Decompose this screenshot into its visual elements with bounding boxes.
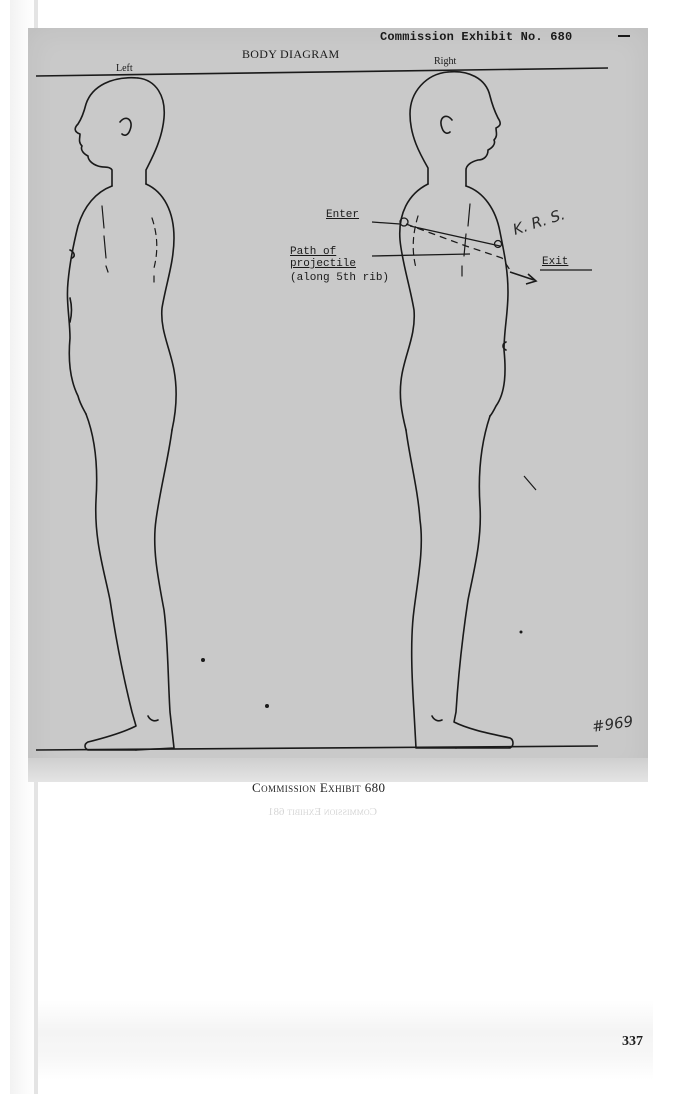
exit-label: Exit <box>542 256 569 268</box>
page-number: 337 <box>622 1034 643 1049</box>
path-label-line2: projectile <box>290 258 357 270</box>
left-side-label: Left <box>116 63 133 74</box>
right-side-label: Right <box>434 56 457 67</box>
speck <box>265 704 269 708</box>
stray-mark <box>524 476 536 490</box>
enter-label: Enter <box>326 209 360 221</box>
speck <box>201 658 205 662</box>
left-side-figure <box>67 78 176 750</box>
figure-caption: Commission Exhibit 680 <box>252 780 386 795</box>
projectile-path <box>372 222 592 284</box>
right-side-figure <box>400 72 513 748</box>
handwritten-item-number: #969 <box>590 712 635 736</box>
speck <box>520 631 523 634</box>
handwritten-initials: K. R. S. <box>510 205 568 239</box>
path-label <box>290 246 356 270</box>
bleed-through-band <box>38 1000 653 1080</box>
path-label-line1: Path of <box>290 246 337 258</box>
path-note: (along 5th rib) <box>290 272 390 284</box>
diagram-title: BODY DIAGRAM <box>242 47 340 61</box>
bleed-through-caption: Commission Exhibit 681 <box>268 806 377 818</box>
exhibit-label: Commission Exhibit No. 680 <box>380 30 573 44</box>
